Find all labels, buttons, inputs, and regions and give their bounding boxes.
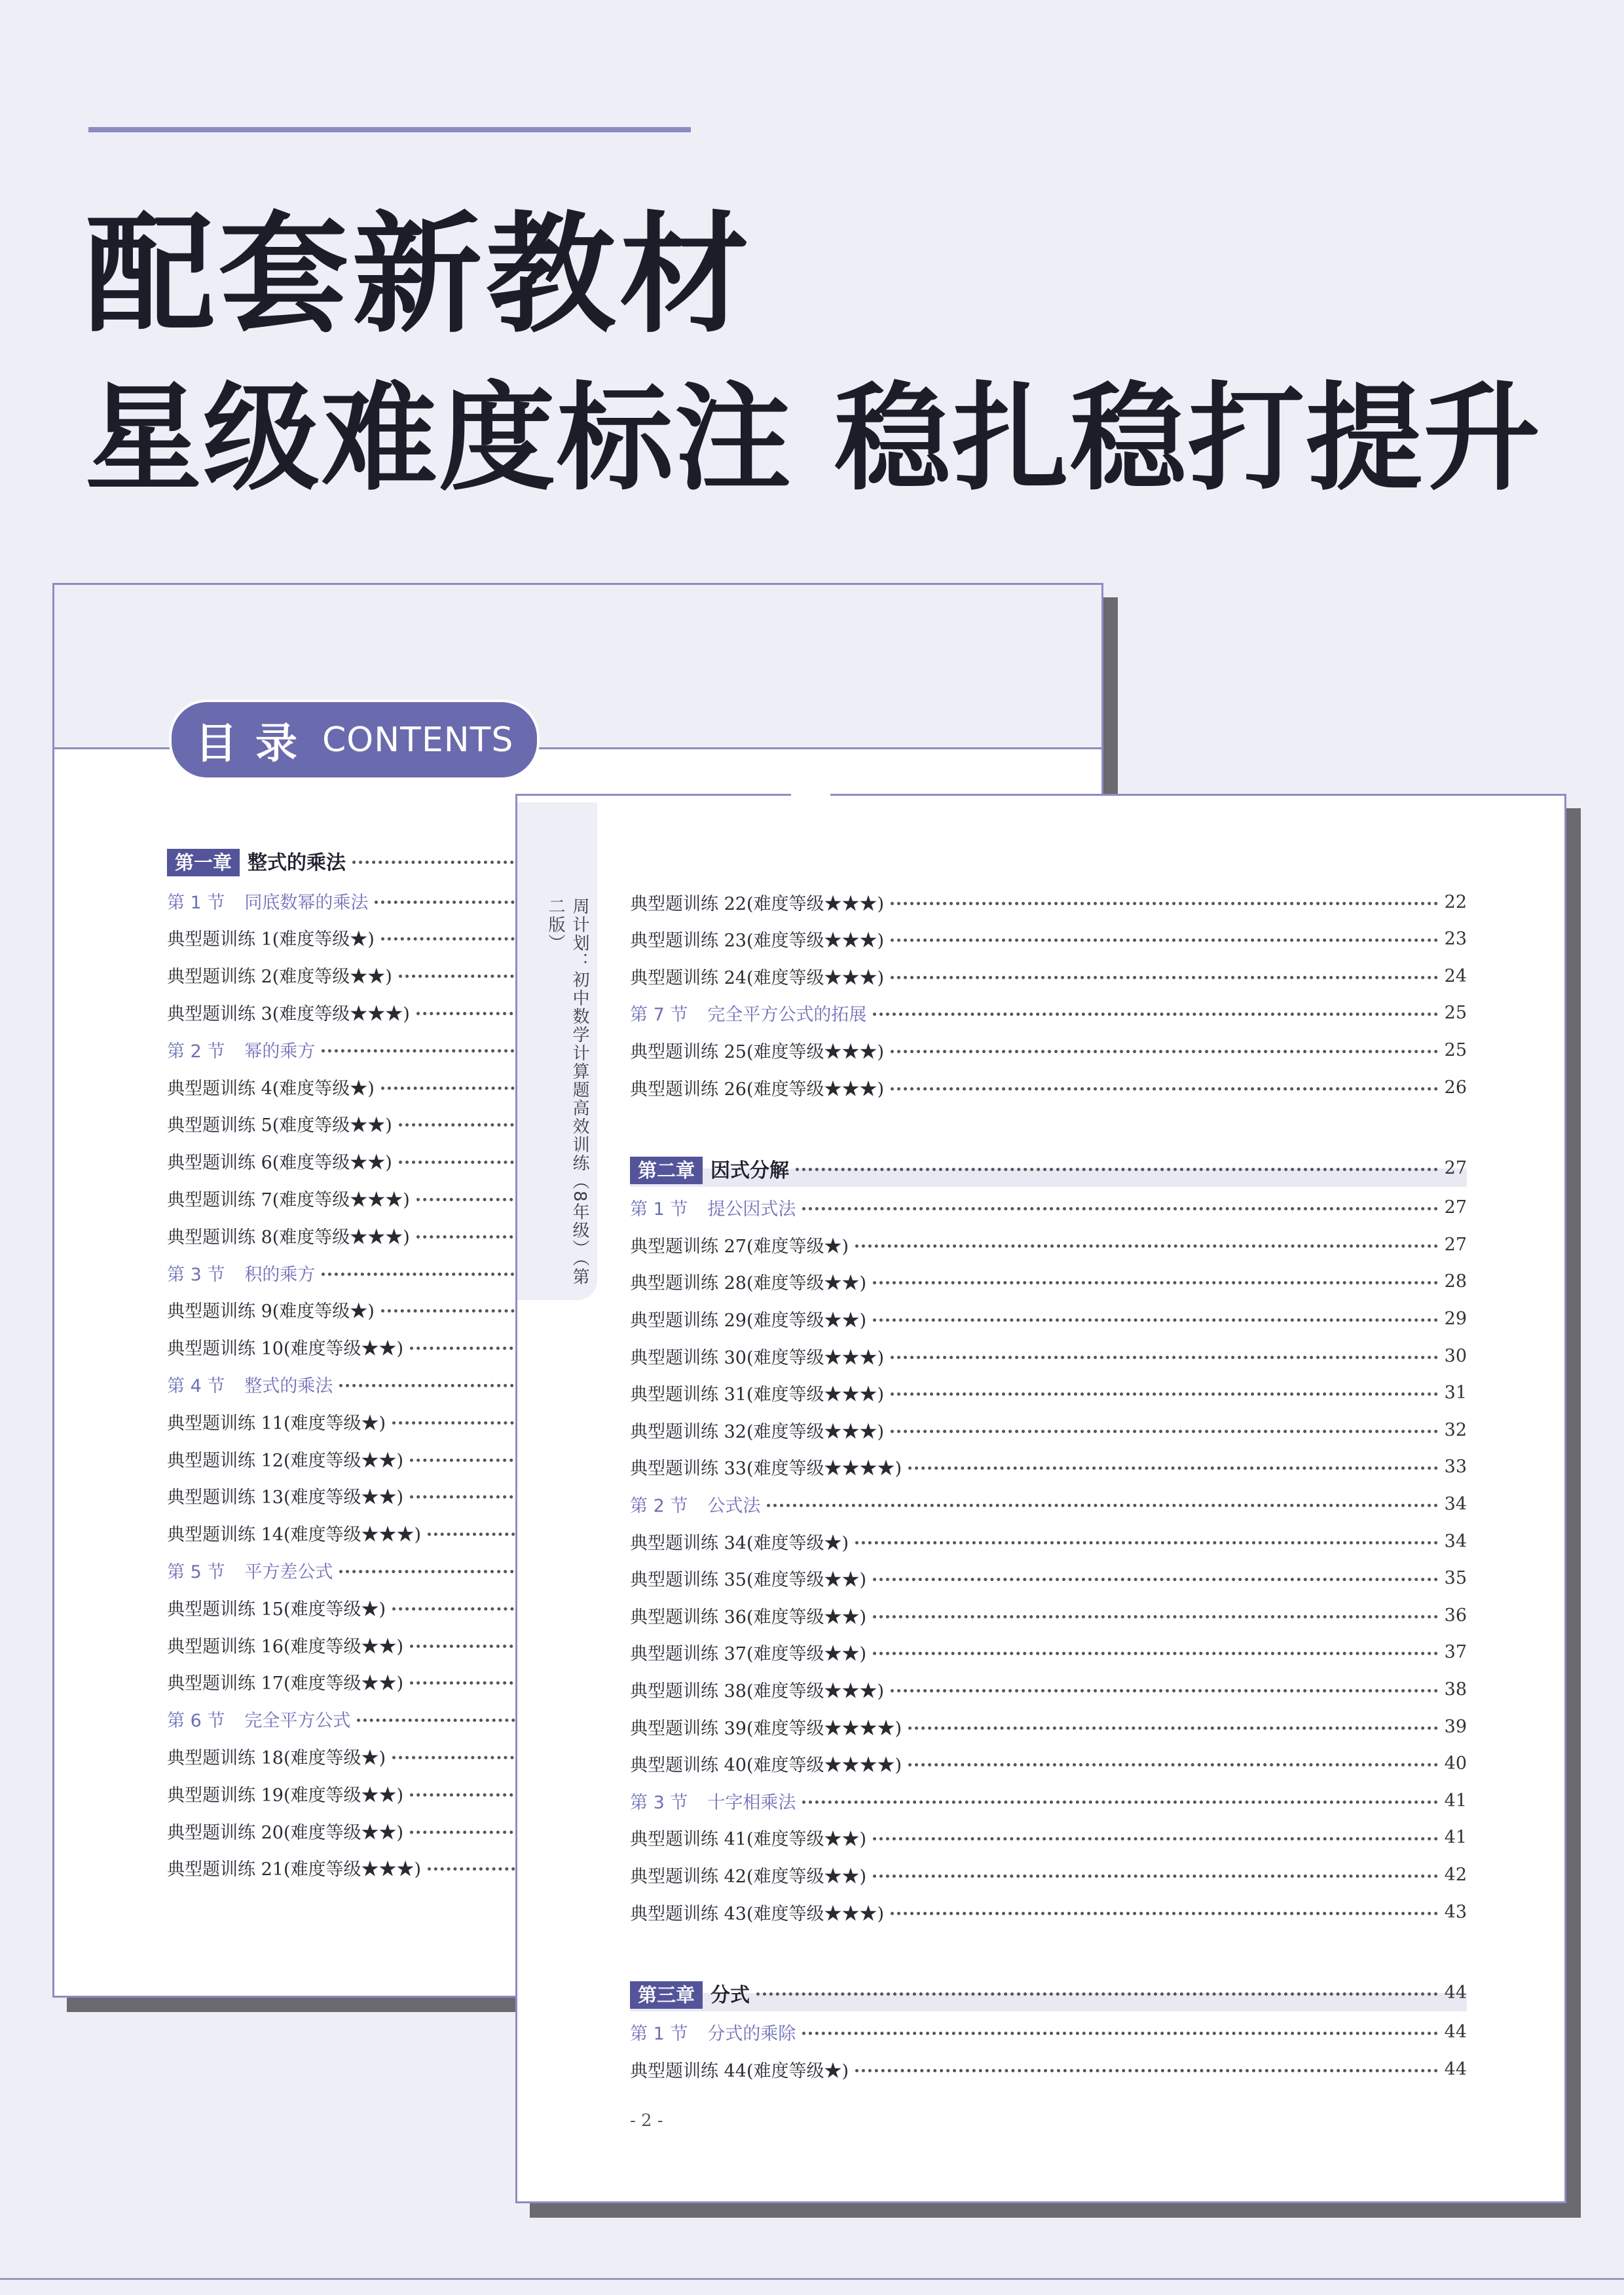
exercise-label: 典型题训练 2(难度等级★★) — [167, 967, 392, 988]
contents-title-en: CONTENTS — [322, 720, 514, 760]
page-ref: 24 — [1444, 965, 1467, 986]
chapter-number: 第三章 — [630, 1981, 703, 2009]
toc-item-row — [630, 1525, 1467, 1558]
section-label — [167, 1558, 333, 1583]
page-ref: 42 — [1444, 1864, 1467, 1885]
page-ref: 44 — [1444, 2022, 1467, 2043]
toc-section-row — [630, 997, 1467, 1030]
section-number: 第 6 节 — [167, 1711, 225, 1732]
exercise-label: 典型题训练 20(难度等级★★) — [167, 1822, 404, 1843]
exercise-label: 典型题训练 14(难度等级★★★) — [167, 1525, 422, 1546]
toc-item-row — [630, 1858, 1467, 1891]
exercise-label: 典型题训练 38(难度等级★★★) — [630, 1681, 885, 1702]
leader-dots — [891, 1087, 1438, 1091]
contents-title-pill — [169, 700, 540, 780]
section-number: 第 1 节 — [167, 892, 225, 913]
exercise-label: 典型题训练 21(难度等级★★★) — [167, 1859, 422, 1880]
exercise-label: 典型题训练 36(难度等级★★) — [630, 1607, 867, 1628]
page-ref: 33 — [1444, 1457, 1467, 1478]
toc-item-row — [630, 923, 1467, 956]
section-number: 第 3 节 — [167, 1264, 225, 1285]
exercise-label: 典型题训练 18(难度等级★) — [167, 1747, 386, 1768]
exercise-label: 典型题训练 16(难度等级★★) — [167, 1636, 404, 1657]
leader-dots — [767, 1504, 1437, 1507]
leader-dots — [891, 976, 1438, 979]
exercise-label: 典型题训练 26(难度等级★★★) — [630, 1079, 885, 1100]
leader-dots — [891, 1050, 1438, 1053]
leader-dots — [873, 1875, 1438, 1878]
section-title: 幂的乘方 — [244, 1041, 316, 1062]
exercise-label: 典型题训练 30(难度等级★★★) — [630, 1347, 885, 1368]
page-ref: 25 — [1444, 1003, 1467, 1024]
section-label — [630, 1000, 866, 1026]
leader-dots — [873, 1837, 1438, 1840]
toc-chapter-row — [630, 1975, 1467, 2011]
leader-dots — [891, 1912, 1438, 1915]
section-title: 公式法 — [707, 1495, 761, 1516]
section-label — [167, 1260, 315, 1286]
page-ref: 41 — [1444, 1827, 1467, 1848]
page-ref: 26 — [1444, 1077, 1467, 1098]
page-notch — [791, 792, 830, 798]
exercise-label: 典型题训练 5(难度等级★★) — [167, 1115, 392, 1136]
exercise-label: 典型题训练 27(难度等级★) — [630, 1236, 849, 1257]
section-title: 完全平方公式 — [244, 1711, 351, 1732]
page-ref: 43 — [1444, 1901, 1467, 1922]
exercise-label: 典型题训练 11(难度等级★) — [167, 1413, 386, 1434]
exercise-label: 典型题训练 1(难度等级★) — [167, 929, 375, 950]
exercise-label: 典型题训练 31(难度等级★★★) — [630, 1385, 885, 1406]
section-title: 完全平方公式的拓展 — [707, 1005, 867, 1026]
leader-dots — [855, 1541, 1438, 1544]
toc-item-row — [630, 886, 1467, 918]
page-ref: 22 — [1444, 891, 1467, 912]
toc-item-row — [630, 1034, 1467, 1066]
section-label — [630, 1491, 760, 1517]
exercise-label: 典型题训练 34(难度等级★) — [630, 1533, 849, 1554]
page-ref: 27 — [1444, 1234, 1467, 1255]
chapter-label — [167, 846, 346, 875]
exercise-label: 典型题训练 25(难度等级★★★) — [630, 1041, 885, 1062]
section-title: 平方差公式 — [244, 1561, 333, 1582]
contents-title-cn: 目录 — [195, 719, 316, 768]
toc-item-row — [630, 960, 1467, 992]
exercise-label: 典型题训练 22(难度等级★★★) — [630, 893, 885, 914]
exercise-label: 典型题训练 28(难度等级★★) — [630, 1273, 867, 1294]
section-label — [630, 1788, 796, 1814]
leader-dots — [802, 1207, 1437, 1210]
page-ref: 29 — [1444, 1308, 1467, 1329]
chapter-number: 第二章 — [630, 1157, 703, 1184]
section-label — [167, 1371, 333, 1397]
toc-item-row — [630, 1821, 1467, 1854]
section-title: 分式的乘除 — [707, 2024, 796, 2045]
chapter-label — [630, 1979, 750, 2007]
section-number: 第 2 节 — [167, 1041, 225, 1062]
exercise-label: 典型题训练 6(难度等级★★) — [167, 1153, 392, 1174]
leader-dots — [873, 1281, 1438, 1284]
section-number: 第 1 节 — [630, 2024, 688, 2045]
page-ref: 23 — [1444, 929, 1467, 950]
leader-dots — [855, 2069, 1438, 2072]
toc-item-row — [630, 1302, 1467, 1335]
exercise-label: 典型题训练 23(难度等级★★★) — [630, 931, 885, 952]
leader-dots — [908, 1466, 1438, 1470]
exercise-label: 典型题训练 19(难度等级★★) — [167, 1785, 404, 1806]
toc-item-row — [630, 1377, 1467, 1409]
page-ref: 25 — [1444, 1039, 1467, 1060]
chapter-title: 整式的乘法 — [248, 851, 346, 874]
page-ref: 36 — [1444, 1605, 1467, 1626]
page-ref: 37 — [1444, 1642, 1467, 1663]
page-ref: 40 — [1444, 1753, 1467, 1774]
toc-section-row — [630, 1487, 1467, 1520]
leader-dots — [891, 1430, 1438, 1433]
leader-dots — [855, 1244, 1438, 1248]
toc-section-row — [630, 1191, 1467, 1224]
section-title: 提公因式法 — [707, 1199, 796, 1220]
toc-page-right — [515, 794, 1566, 2203]
toc-item-row — [630, 2053, 1467, 2085]
exercise-label: 典型题训练 13(难度等级★★) — [167, 1487, 404, 1508]
page-ref: 38 — [1444, 1679, 1467, 1700]
toc-item-row — [630, 1451, 1467, 1483]
page-ref: 30 — [1444, 1345, 1467, 1366]
section-number: 第 7 节 — [630, 1005, 688, 1026]
chapter-title: 因式分解 — [710, 1159, 790, 1182]
section-number: 第 1 节 — [630, 1199, 688, 1220]
section-label — [167, 1706, 350, 1732]
leader-dots — [908, 1763, 1438, 1766]
section-number: 第 5 节 — [167, 1561, 225, 1582]
leader-dots — [891, 939, 1438, 942]
headline-line-2: 星级难度标注 稳扎稳打提升 — [85, 371, 1541, 506]
exercise-label: 典型题训练 43(难度等级★★★) — [630, 1903, 885, 1924]
exercise-label: 典型题训练 40(难度等级★★★★) — [630, 1755, 902, 1776]
toc-item-row — [630, 1710, 1467, 1743]
bottom-divider — [0, 2278, 1624, 2280]
leader-dots — [873, 1578, 1438, 1581]
toc-chapter-row — [630, 1150, 1467, 1187]
exercise-label: 典型题训练 44(难度等级★) — [630, 2061, 849, 2081]
exercise-label: 典型题训练 3(难度等级★★★) — [167, 1003, 410, 1024]
exercise-label: 典型题训练 7(难度等级★★★) — [167, 1189, 410, 1210]
toc-item-row — [630, 1228, 1467, 1261]
leader-dots — [756, 1992, 1438, 1996]
exercise-label: 典型题训练 42(难度等级★★) — [630, 1866, 867, 1887]
exercise-label: 典型题训练 37(难度等级★★) — [630, 1644, 867, 1665]
exercise-label: 典型题训练 29(难度等级★★) — [630, 1310, 867, 1331]
page-ref: 31 — [1444, 1383, 1467, 1404]
leader-dots — [802, 2032, 1437, 2035]
exercise-label: 典型题训练 15(难度等级★) — [167, 1599, 386, 1620]
leader-dots — [802, 1801, 1437, 1804]
toc-section-row — [630, 2016, 1467, 2049]
section-label — [167, 1037, 315, 1062]
leader-dots — [796, 1168, 1438, 1171]
toc-item-row — [630, 1339, 1467, 1372]
leader-dots — [891, 1689, 1438, 1692]
headline-line-1: 配套新教材 — [85, 199, 753, 350]
spine-title: 周计划：初中数学计算题高效训练（8年级）（第二版） — [545, 897, 589, 1286]
section-number: 第 2 节 — [630, 1495, 688, 1516]
exercise-label: 典型题训练 17(难度等级★★) — [167, 1673, 404, 1694]
spine-tab — [517, 802, 597, 1300]
leader-dots — [873, 1615, 1438, 1618]
page-ref: 28 — [1444, 1271, 1467, 1292]
leader-dots — [891, 1356, 1438, 1359]
exercise-label: 典型题训练 32(难度等级★★★) — [630, 1421, 885, 1442]
exercise-label: 典型题训练 39(难度等级★★★★) — [630, 1718, 902, 1739]
toc-item-row — [630, 1673, 1467, 1706]
section-label — [630, 2019, 796, 2045]
leader-dots — [891, 902, 1438, 905]
toc-section-row — [630, 1784, 1467, 1817]
exercise-label: 典型题训练 4(难度等级★) — [167, 1078, 375, 1099]
section-title: 积的乘方 — [244, 1264, 316, 1285]
leader-dots — [891, 1392, 1438, 1396]
exercise-label: 典型题训练 8(难度等级★★★) — [167, 1227, 410, 1248]
toc-item-row — [630, 1562, 1467, 1595]
exercise-label: 典型题训练 33(难度等级★★★★) — [630, 1459, 902, 1480]
page-ref: 27 — [1444, 1197, 1467, 1218]
exercise-label: 典型题训练 24(难度等级★★★) — [630, 967, 885, 988]
toc-item-row — [630, 1071, 1467, 1104]
toc-item-row — [630, 1636, 1467, 1669]
page-ref: 32 — [1444, 1419, 1467, 1440]
leader-dots — [873, 1318, 1438, 1322]
toc-item-row — [630, 1895, 1467, 1928]
page-ref: 27 — [1444, 1158, 1467, 1179]
chapter-title: 分式 — [710, 1983, 750, 2007]
toc-item-row — [630, 1747, 1467, 1780]
section-number: 第 4 节 — [167, 1375, 225, 1396]
page-ref: 39 — [1444, 1716, 1467, 1737]
top-accent-rule — [88, 127, 691, 132]
chapter-label — [630, 1154, 789, 1183]
section-title: 十字相乘法 — [707, 1792, 796, 1813]
section-title: 同底数幂的乘法 — [244, 892, 369, 913]
toc-item-row — [630, 1265, 1467, 1298]
leader-dots — [908, 1726, 1438, 1730]
leader-dots — [873, 1652, 1438, 1655]
leader-dots — [873, 1013, 1437, 1016]
page-ref: 34 — [1444, 1493, 1467, 1514]
exercise-label: 典型题训练 12(难度等级★★) — [167, 1450, 404, 1471]
page-ref: 34 — [1444, 1531, 1467, 1552]
page-ref: 35 — [1444, 1568, 1467, 1589]
page-ref: 44 — [1444, 1983, 1467, 2004]
exercise-label: 典型题训练 9(难度等级★) — [167, 1301, 375, 1322]
chapter-number: 第一章 — [167, 849, 240, 876]
exercise-label: 典型题训练 35(难度等级★★) — [630, 1570, 867, 1591]
exercise-label: 典型题训练 41(难度等级★★) — [630, 1829, 867, 1850]
section-label — [167, 888, 368, 914]
page-ref: 44 — [1444, 2059, 1467, 2080]
section-title: 整式的乘法 — [244, 1375, 333, 1396]
toc-item-row — [630, 1413, 1467, 1446]
section-number: 第 3 节 — [630, 1792, 688, 1813]
exercise-label: 典型题训练 10(难度等级★★) — [167, 1339, 404, 1360]
page-number: - 2 - — [630, 2111, 663, 2131]
toc-item-row — [630, 1599, 1467, 1632]
section-label — [630, 1195, 796, 1220]
page-ref: 41 — [1444, 1790, 1467, 1811]
